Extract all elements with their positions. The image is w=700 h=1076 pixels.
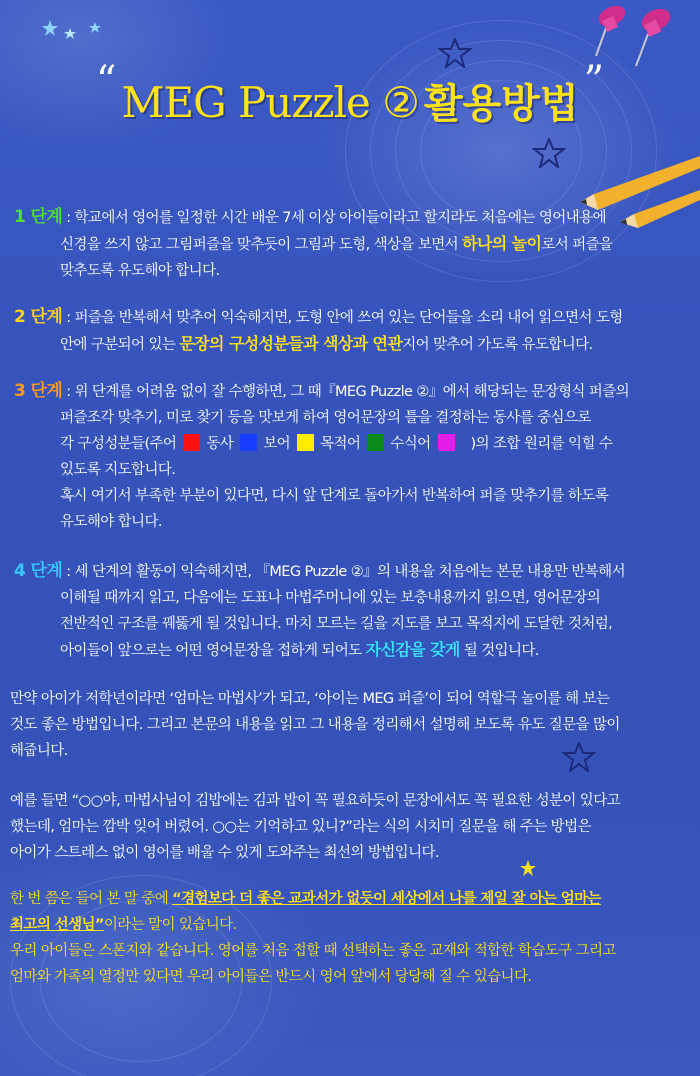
step-2-highlight: 문장의 구성성분들과 색상과 연관 bbox=[179, 334, 403, 353]
legend-swatch-green bbox=[367, 434, 384, 451]
step-2-text: 퍼즐을 반복해서 맞추어 익숙해지면, 도형 안에 쓰여 있는 단어들을 소리 내어 읽으면서 도형 bbox=[74, 310, 623, 326]
step-4: 4 단계 : 세 단계의 활동이 익숙해지면, 『MEG Puzzle ②』의 내용을 처음에는 본문 내용만 반복해서 이해될 때까지 읽고, 다음에는 도표나 마법주머니에 있는 보충내용까지 읽으면, 영어문장의 전반적인 구조를 꿰뚫게 될 것입니다. 마치 모르는 길을 지도를 보고 목적지에 도달한 것처럼, 아이들이 앞으로는 어떤 영어문장을 접하게 되어도 자신감을 갖게 될 것입니다. bbox=[14, 561, 625, 659]
step-1: 1 단계 : 학교에서 영어를 일정한 시간 배운 7세 이상 아이들이라고 할지라도 처음에는 영어내용에 신경을 쓰지 않고 그림퍼즐을 맞추듯이 그림과 도형, 색상을 보면서 하나의 놀이로서 퍼즐을 맞추도록 유도해야 합니다. bbox=[14, 207, 613, 279]
page-title bbox=[0, 58, 700, 129]
star-icon bbox=[438, 38, 472, 68]
step-4-text: 세 단계의 활동이 익숙해지면, 『MEG Puzzle ②』의 내용을 처음에는 본문 내용만 반복해서 bbox=[74, 564, 625, 580]
step-2: 2 단계 : 퍼즐을 반복해서 맞추어 익숙해지면, 도형 안에 쓰여 있는 단어들을 소리 내어 읽으면서 도형 안에 구분되어 있는 문장의 구성성분들과 색상과 연관지어 맞추어 가도록 유도합니다. bbox=[14, 307, 623, 353]
step-4-highlight: 자신감을 갖게 bbox=[365, 640, 460, 659]
paragraph-closing: 한 번 쯤은 들어 본 말 중에 “경험보다 더 좋은 교과서가 없듯이 세상에서 나를 제일 잘 아는 엄마는 최고의 선생님”이라는 말이 있습니다. 우리 아이들은 스폰지와 같습니다. 영어를 처음 접할 때 선택하는 좋은 교재와 적합한 학습도구 그리고 엄마와 가족의 열정만 있다면 우리 아이들은 반드시 영어 앞에서 당당해 질 수 있습니다. bbox=[10, 891, 616, 985]
legend-swatch-yellow bbox=[297, 434, 314, 451]
color-legend: 각 구성성분들(주어 동사 보어 목적어 수식어 )의 조합 원리를 익힐 수 bbox=[60, 436, 613, 452]
step-1-highlight: 하나의 놀이 bbox=[462, 234, 542, 253]
step-3-label: 3 단계 bbox=[14, 381, 63, 401]
star-icon bbox=[40, 18, 120, 58]
step-2-label: 2 단계 bbox=[14, 307, 63, 327]
step-3-text: 위 단계를 어려움 없이 잘 수행하면, 그 때『MEG Puzzle ②』에서 해당되는 문장형식 퍼즐의 bbox=[74, 384, 629, 400]
paragraph-example: 예를 들면 “○○야, 마법사님이 김밥에는 김과 밥이 꼭 필요하듯이 문장에서도 꼭 필요한 성분이 있다고 했는데, 엄마는 깜박 잊어 버렸어. ○○는 기억하고 있니?”라는 식의 시치미 질문을 해 주는 방법은 아이가 스트레스 없이 영어를 배울 수 있게 도와주는 최선의 방법입니다. bbox=[10, 793, 621, 861]
step-1-label: 1 단계 bbox=[14, 207, 63, 227]
quote-emphasis-end: 최고의 선생님” bbox=[10, 917, 104, 933]
step-4-label: 4 단계 bbox=[14, 561, 63, 581]
step-1-text: 학교에서 영어를 일정한 시간 배운 7세 이상 아이들이라고 할지라도 처음에는 영어내용에 bbox=[74, 210, 606, 226]
title-korean: 활용방법 bbox=[423, 81, 579, 127]
legend-swatch-blue bbox=[240, 434, 257, 451]
title-main: MEG Puzzle ② bbox=[121, 78, 419, 127]
legend-swatch-red bbox=[183, 434, 200, 451]
quote-emphasis: “경험보다 더 좋은 교과서가 없듯이 세상에서 나를 제일 잘 아는 엄마는 bbox=[172, 891, 601, 907]
legend-swatch-magenta bbox=[438, 434, 455, 451]
close-quote: ” bbox=[583, 58, 605, 104]
step-3: 3 단계 : 위 단계를 어려움 없이 잘 수행하면, 그 때『MEG Puzzle ②』에서 해당되는 문장형식 퍼즐의 퍼즐조각 맞추기, 미로 찾기 등을 맛보게 하여 영어문장의 틀을 결정하는 동사를 중심으로 각 구성성분들(주어 동사 보어 목적어 수식어 )의 조합 원리를 익힐 수 있도록 지도합니다. 혹시 여기서 부족한 부분이 있다면, 다시 앞 단계로 돌아가서 반복하여 퍼즐 맞추기를 하도록 유도해야 합니다. bbox=[14, 378, 690, 535]
star-icon bbox=[532, 138, 566, 168]
open-quote: “ bbox=[95, 58, 117, 104]
paragraph-role-play: 만약 아이가 저학년이라면 ‘엄마는 마법사’가 되고, ‘아이는 MEG 퍼즐’이 되어 역할극 놀이를 해 보는 것도 좋은 방법입니다. 그리고 본문의 내용을 읽고 그 내용을 정리해서 설명해 보도록 유도 질문을 많이 해줍니다. bbox=[10, 691, 620, 759]
